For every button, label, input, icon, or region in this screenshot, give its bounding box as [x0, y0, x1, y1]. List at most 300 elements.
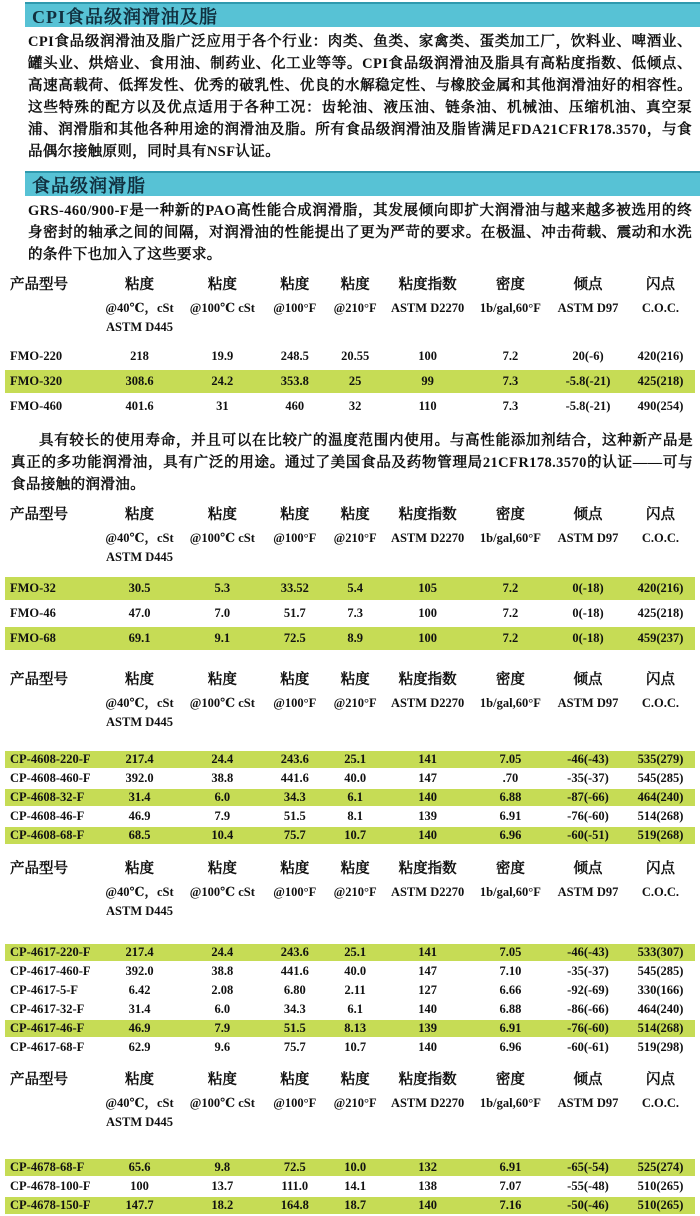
spec-value: 7.10 — [499, 964, 522, 978]
header-spacer-cell — [5, 549, 98, 566]
spec-value: 510(265) — [637, 1179, 684, 1193]
column-sublabel: C.O.C. — [641, 885, 680, 899]
column-label: 粘度 — [280, 277, 310, 293]
column-label: 粘度 — [280, 1072, 310, 1088]
spec-value: 10.4 — [181, 827, 264, 844]
column-label: 闪点 — [645, 277, 675, 293]
gap-cell — [5, 733, 695, 749]
spec-value: 6.0 — [181, 789, 264, 806]
column-label: 粘度 — [280, 507, 310, 523]
spec-value: 535(279) — [626, 751, 695, 768]
column-sublabel: ASTM D97 — [557, 885, 619, 899]
spec-value: 5.4 — [326, 577, 385, 600]
spec-value: 490(254) — [637, 399, 684, 413]
paragraph-oils-intro: CPI食品级润滑油及脂广泛应用于各个行业：肉类、鱼类、家禽类、蛋类加工厂，饮料业、啤酒业、罐头业、烘焙业、食用油、制药业、化工业等等。CPI食品级润滑油及脂具有高粘度指数、低倾点、高速高载荷、低挥发性、优秀的破乳性、优良的水解稳定性、与橡胶金属和其他润滑油好的相容性。这些特殊的配方以及优点适用于各种工况：齿轮油、液压油、链条油、机械油、压缩机油、真空泵浦、润滑脂和其他各种用途的润滑油及脂。所有食品级润滑油及脂皆满足FDA21CFR178.3570，与食品偶尔接触原则，同时具有NSF认证。 — [28, 34, 692, 160]
column-method: ASTM D445 — [106, 904, 174, 918]
header-spacer-cell — [384, 714, 470, 731]
product-name: CP-4678-100-F — [10, 1179, 91, 1193]
product-column-header: 产品型号 — [10, 277, 68, 293]
spec-value: 139 — [384, 1020, 470, 1037]
spec-value: 7.3 — [471, 370, 550, 393]
product-name: CP-4617-68-F — [10, 1040, 85, 1054]
header-spacer-cell — [181, 319, 264, 336]
spec-value: 459(237) — [626, 627, 695, 650]
paragraph-grease-intro: GRS-460/900-F是一种新的PAO高性能合成润滑脂，其发展倾向即扩大润滑油与越来越多被选用的终身密封的轴承之间的间隔，对润滑油的性能提出了更为严苛的要求。在极温、冲击荷载、震动和水洗的条件下也加入了这些要求。 — [28, 203, 692, 263]
spec-value: 38.8 — [211, 964, 234, 978]
product-name: CP-4608-460-F — [10, 771, 91, 785]
header-spacer-cell — [626, 714, 695, 731]
column-label: 密度 — [495, 672, 525, 688]
header-spacer-cell — [626, 1114, 695, 1131]
column-sublabel: @100°F — [273, 885, 317, 899]
spec-value: 425(218) — [626, 370, 695, 393]
column-sublabel: @100°F — [273, 531, 317, 545]
column-label: 粘度 — [207, 861, 237, 877]
product-row — [5, 827, 695, 844]
header-row-method — [5, 319, 695, 336]
spec-value: 31.4 — [98, 789, 181, 806]
spec-value: 34.3 — [264, 789, 326, 806]
product-row — [5, 770, 695, 787]
spec-value: 111.0 — [281, 1179, 309, 1193]
spec-value: 13.7 — [211, 1179, 234, 1193]
gap-cell — [5, 1133, 695, 1157]
header-spacer-cell — [550, 319, 626, 336]
product-column-header: 产品型号 — [10, 861, 68, 877]
column-sublabel: @40℃，cSt — [105, 1096, 174, 1110]
column-sublabel: ASTM D2270 — [390, 1096, 465, 1110]
spec-value: 72.5 — [264, 627, 326, 650]
header-spacer-cell — [264, 319, 326, 336]
product-row — [5, 1197, 695, 1214]
spec-value: 141 — [384, 751, 470, 768]
spec-value: -60(-51) — [550, 827, 626, 844]
column-label: 倾点 — [573, 277, 603, 293]
header-spacer-cell — [626, 903, 695, 920]
section-title-oils: CPI食品级润滑油及脂 — [32, 6, 218, 27]
column-sublabel: @100℃ cSt — [189, 696, 255, 710]
header-row-conditions — [5, 297, 695, 317]
spec-value: 140 — [418, 1040, 437, 1054]
column-sublabel: ASTM D97 — [557, 1096, 619, 1110]
datasheet-page — [0, 2, 700, 1212]
spec-value: 7.05 — [471, 751, 550, 768]
spec-value: 6.80 — [283, 983, 306, 997]
section-banner-grease — [25, 171, 700, 196]
column-label: 粘度 — [280, 861, 310, 877]
header-row-labels — [5, 1066, 695, 1090]
header-spacer-cell — [5, 714, 98, 731]
column-sublabel: 1b/gal,60°F — [479, 531, 541, 545]
column-label: 粘度 — [207, 1072, 237, 1088]
spec-value: 24.4 — [181, 944, 264, 961]
header-spacer-cell — [326, 903, 385, 920]
spec-value: 7.2 — [471, 627, 550, 650]
column-label: 粘度 — [340, 277, 370, 293]
column-label: 粘度 — [207, 672, 237, 688]
spec-value: 7.0 — [214, 606, 231, 620]
spec-value: 330(166) — [637, 983, 684, 997]
spec-value: 0(-18) — [550, 627, 626, 650]
column-sublabel: @40℃，cSt — [105, 301, 174, 315]
header-spacer-cell — [550, 714, 626, 731]
spec-value: 62.9 — [128, 1040, 151, 1054]
header-spacer-cell — [326, 1114, 385, 1131]
spec-value: -35(-37) — [567, 771, 609, 785]
spec-value: -55(-48) — [567, 1179, 609, 1193]
header-body-gap — [5, 338, 695, 343]
spec-value: 8.13 — [326, 1020, 385, 1037]
column-sublabel: @100℃ cSt — [189, 1096, 255, 1110]
spec-value: 24.4 — [181, 751, 264, 768]
spec-value: 514(268) — [637, 809, 684, 823]
spec-value: 33.52 — [264, 577, 326, 600]
column-label: 粘度 — [340, 861, 370, 877]
column-method: ASTM D445 — [106, 715, 174, 729]
spec-value: 72.5 — [264, 1159, 326, 1176]
table-section-cp-4678 — [5, 1064, 695, 1216]
spec-value: 25.1 — [326, 751, 385, 768]
spec-value: 7.3 — [502, 399, 519, 413]
spec-value: 7.05 — [471, 944, 550, 961]
product-column-header: 产品型号 — [10, 1072, 68, 1088]
column-sublabel: @210°F — [333, 1096, 377, 1110]
spec-value: 525(274) — [626, 1159, 695, 1176]
spec-value: 10.7 — [344, 1040, 367, 1054]
header-spacer-cell — [384, 1114, 470, 1131]
product-name: CP-4617-32-F — [10, 1002, 85, 1016]
spec-value: 19.9 — [211, 349, 234, 363]
spec-value: 47.0 — [128, 606, 151, 620]
column-sublabel: @100℃ cSt — [189, 531, 255, 545]
spec-value: 401.6 — [125, 399, 154, 413]
spec-value: 464(240) — [626, 789, 695, 806]
header-row-conditions — [5, 1092, 695, 1112]
spec-value: 140 — [384, 1197, 470, 1214]
column-label: 粘度 — [125, 1072, 155, 1088]
product-column-header: 产品型号 — [10, 672, 68, 688]
spec-value: 441.6 — [280, 771, 309, 785]
spec-value: 308.6 — [98, 370, 181, 393]
spec-value: 519(268) — [626, 827, 695, 844]
spec-value: 140 — [384, 827, 470, 844]
header-row-conditions — [5, 527, 695, 547]
product-row — [5, 1178, 695, 1195]
spec-value: 51.7 — [283, 606, 306, 620]
header-row-conditions — [5, 881, 695, 901]
column-sublabel: ASTM D2270 — [390, 531, 465, 545]
column-label: 密度 — [495, 507, 525, 523]
spec-value: 34.3 — [283, 1002, 306, 1016]
header-row-labels — [5, 501, 695, 525]
spec-table-fmo-low — [5, 499, 695, 652]
header-spacer-cell — [550, 1114, 626, 1131]
spec-value: 140 — [418, 1002, 437, 1016]
spec-value: 6.96 — [499, 1040, 522, 1054]
column-sublabel: ASTM D2270 — [390, 885, 465, 899]
column-method: ASTM D445 — [106, 320, 174, 334]
spec-value: 51.5 — [283, 809, 306, 823]
header-body-gap — [5, 922, 695, 942]
spec-value: 464(240) — [637, 1002, 684, 1016]
header-row-method — [5, 714, 695, 731]
column-label: 粘度 — [125, 672, 155, 688]
spec-value: 218 — [130, 349, 149, 363]
spec-value: 46.9 — [98, 1020, 181, 1037]
header-spacer-cell — [471, 319, 550, 336]
spec-value: 69.1 — [98, 627, 181, 650]
column-sublabel: C.O.C. — [641, 301, 680, 315]
spec-value: 6.91 — [471, 1159, 550, 1176]
column-label: 密度 — [495, 861, 525, 877]
spec-value: 18.7 — [326, 1197, 385, 1214]
spec-value: -92(-69) — [567, 983, 609, 997]
section-banner-oils — [25, 2, 700, 27]
column-label: 粘度 — [207, 277, 237, 293]
product-row — [5, 808, 695, 825]
header-spacer-cell — [471, 549, 550, 566]
spec-value: 100 — [384, 627, 470, 650]
spec-value: 51.5 — [264, 1020, 326, 1037]
spec-value: 7.3 — [347, 606, 363, 620]
spec-value: -5.8(-21) — [565, 399, 611, 413]
product-name: CP-4617-46-F — [5, 1020, 98, 1037]
column-label: 粘度指数 — [398, 507, 457, 523]
spec-value: .70 — [502, 771, 519, 785]
spec-value: 248.5 — [280, 349, 309, 363]
product-name: FMO-32 — [5, 577, 98, 600]
product-name: CP-4678-68-F — [5, 1159, 98, 1176]
product-row — [5, 345, 695, 368]
spec-value: 7.16 — [471, 1197, 550, 1214]
spec-value: 353.8 — [264, 370, 326, 393]
header-spacer-cell — [326, 549, 385, 566]
product-column-header: 产品型号 — [10, 507, 68, 523]
spec-value: 0(-18) — [550, 577, 626, 600]
spec-value: 140 — [384, 789, 470, 806]
column-sublabel: C.O.C. — [641, 696, 680, 710]
spec-value: 147 — [418, 771, 437, 785]
spec-value: 40.0 — [344, 964, 367, 978]
column-sublabel: @100°F — [273, 301, 317, 315]
spec-value: 30.5 — [98, 577, 181, 600]
spec-value: 138 — [418, 1179, 437, 1193]
spec-value: 6.91 — [471, 1020, 550, 1037]
spec-value: 6.66 — [499, 983, 522, 997]
column-sublabel: C.O.C. — [641, 531, 680, 545]
column-sublabel: ASTM D97 — [557, 696, 619, 710]
product-name: FMO-46 — [10, 606, 56, 620]
spec-value: 7.07 — [499, 1179, 522, 1193]
spec-value: -65(-54) — [550, 1159, 626, 1176]
gap-cell — [5, 568, 695, 575]
spec-value: 6.42 — [128, 983, 151, 997]
spec-value: -35(-37) — [567, 964, 609, 978]
column-sublabel: ASTM D97 — [557, 301, 619, 315]
spec-value: 6.1 — [326, 789, 385, 806]
spec-value: 25 — [326, 370, 385, 393]
table-section-fmo-high — [5, 269, 695, 420]
header-spacer-cell — [5, 903, 98, 920]
spec-value: -76(-60) — [550, 1020, 626, 1037]
column-sublabel: @210°F — [333, 301, 377, 315]
spec-value: 6.88 — [499, 1002, 522, 1016]
column-label: 粘度 — [207, 507, 237, 523]
spec-value: 31.4 — [128, 1002, 151, 1016]
column-label: 粘度 — [125, 861, 155, 877]
spec-value: 7.2 — [471, 577, 550, 600]
product-name: CP-4617-460-F — [10, 964, 91, 978]
column-sublabel: @100℃ cSt — [189, 885, 255, 899]
column-label: 粘度指数 — [398, 277, 457, 293]
column-label: 粘度指数 — [398, 861, 457, 877]
column-sublabel: @40℃，cSt — [105, 696, 174, 710]
spec-value: 65.6 — [98, 1159, 181, 1176]
column-label: 闪点 — [645, 507, 675, 523]
column-sublabel: 1b/gal,60°F — [479, 1096, 541, 1110]
spec-value: 392.0 — [125, 771, 154, 785]
spec-table-fmo-high — [5, 269, 695, 420]
column-label: 闪点 — [645, 672, 675, 688]
spec-value: 6.88 — [471, 789, 550, 806]
spec-value: 31 — [216, 399, 229, 413]
spec-value: 100 — [130, 1179, 149, 1193]
column-sublabel: @100°F — [273, 696, 317, 710]
header-spacer-cell — [550, 903, 626, 920]
header-spacer-cell — [5, 527, 98, 547]
header-spacer-cell — [264, 549, 326, 566]
column-sublabel: 1b/gal,60°F — [479, 885, 541, 899]
spec-value: 2.08 — [211, 983, 234, 997]
column-label: 密度 — [495, 1072, 525, 1088]
spec-value: 0(-18) — [572, 606, 604, 620]
spec-value: 141 — [384, 944, 470, 961]
spec-value: 545(285) — [637, 964, 684, 978]
table-section-fmo-low — [5, 499, 695, 652]
product-row — [5, 982, 695, 999]
spec-value: 217.4 — [98, 751, 181, 768]
product-row — [5, 370, 695, 393]
product-name: CP-4617-5-F — [10, 983, 79, 997]
spec-value: 24.2 — [181, 370, 264, 393]
header-spacer-cell — [384, 319, 470, 336]
column-sublabel: @210°F — [333, 885, 377, 899]
column-label: 闪点 — [645, 1072, 675, 1088]
header-spacer-cell — [264, 1114, 326, 1131]
spec-value: 14.1 — [344, 1179, 367, 1193]
header-spacer-cell — [5, 1092, 98, 1112]
product-row — [5, 627, 695, 650]
spec-value: 46.9 — [128, 809, 151, 823]
column-sublabel: ASTM D97 — [557, 531, 619, 545]
header-spacer-cell — [181, 903, 264, 920]
spec-table-cp-4678 — [5, 1064, 695, 1216]
product-row — [5, 789, 695, 806]
product-name: CP-4608-68-F — [5, 827, 98, 844]
spec-value: 99 — [384, 370, 470, 393]
header-spacer-cell — [384, 903, 470, 920]
spec-value: -5.8(-21) — [550, 370, 626, 393]
header-row-labels — [5, 666, 695, 690]
spec-value: -87(-66) — [550, 789, 626, 806]
spec-value: 75.7 — [264, 827, 326, 844]
spec-value: -86(-66) — [567, 1002, 609, 1016]
section-title-grease: 食品级润滑脂 — [32, 175, 146, 196]
spec-value: 8.1 — [347, 809, 363, 823]
spec-value: 2.11 — [344, 983, 366, 997]
spec-value: 75.7 — [283, 1040, 306, 1054]
column-sublabel: 1b/gal,60°F — [479, 696, 541, 710]
column-label: 粘度指数 — [398, 672, 457, 688]
header-spacer-cell — [5, 692, 98, 712]
product-row — [5, 1159, 695, 1176]
product-row — [5, 577, 695, 600]
spec-value: 460 — [285, 399, 305, 413]
column-sublabel: @100℃ cSt — [189, 301, 255, 315]
spec-value: -60(-61) — [567, 1040, 609, 1054]
product-name: CP-4608-46-F — [10, 809, 85, 823]
product-name: CP-4608-32-F — [5, 789, 98, 806]
header-spacer-cell — [5, 319, 98, 336]
spec-value: 132 — [384, 1159, 470, 1176]
product-row — [5, 602, 695, 625]
column-label: 粘度 — [280, 672, 310, 688]
header-row-method — [5, 1114, 695, 1131]
spec-value: 6.1 — [347, 1002, 363, 1016]
column-sublabel: @40℃，cSt — [105, 885, 174, 899]
header-spacer-cell — [626, 549, 695, 566]
product-name: FMO-68 — [5, 627, 98, 650]
spec-table-cp-4617 — [5, 853, 695, 1058]
column-sublabel: @210°F — [333, 531, 377, 545]
product-row — [5, 963, 695, 980]
column-method: ASTM D445 — [106, 1115, 174, 1129]
header-spacer-cell — [264, 714, 326, 731]
header-body-gap — [5, 733, 695, 749]
header-row-labels — [5, 271, 695, 295]
header-row-method — [5, 549, 695, 566]
header-spacer-cell — [181, 549, 264, 566]
spec-value: 100 — [418, 606, 437, 620]
product-row — [5, 751, 695, 768]
product-row — [5, 944, 695, 961]
spec-value: 243.6 — [264, 751, 326, 768]
header-spacer-cell — [5, 297, 98, 317]
product-row — [5, 1020, 695, 1037]
column-label: 倾点 — [573, 672, 603, 688]
product-name: FMO-320 — [5, 370, 98, 393]
header-spacer-cell — [384, 549, 470, 566]
spec-value: 519(298) — [637, 1040, 684, 1054]
product-name: CP-4608-220-F — [5, 751, 98, 768]
spec-value: -76(-60) — [567, 809, 609, 823]
product-row — [5, 1001, 695, 1018]
column-sublabel: @100°F — [273, 1096, 317, 1110]
column-label: 粘度指数 — [398, 1072, 457, 1088]
spec-value: -46(-43) — [550, 751, 626, 768]
header-row-method — [5, 903, 695, 920]
spec-value: 5.3 — [181, 577, 264, 600]
spec-value: 545(285) — [637, 771, 684, 785]
product-name: FMO-460 — [10, 399, 63, 413]
column-sublabel: @210°F — [333, 696, 377, 710]
product-row — [5, 1039, 695, 1056]
column-label: 倾点 — [573, 507, 603, 523]
spec-value: 18.2 — [181, 1197, 264, 1214]
spec-value: 7.2 — [502, 606, 519, 620]
spec-value: 243.6 — [264, 944, 326, 961]
column-sublabel: ASTM D2270 — [390, 301, 465, 315]
